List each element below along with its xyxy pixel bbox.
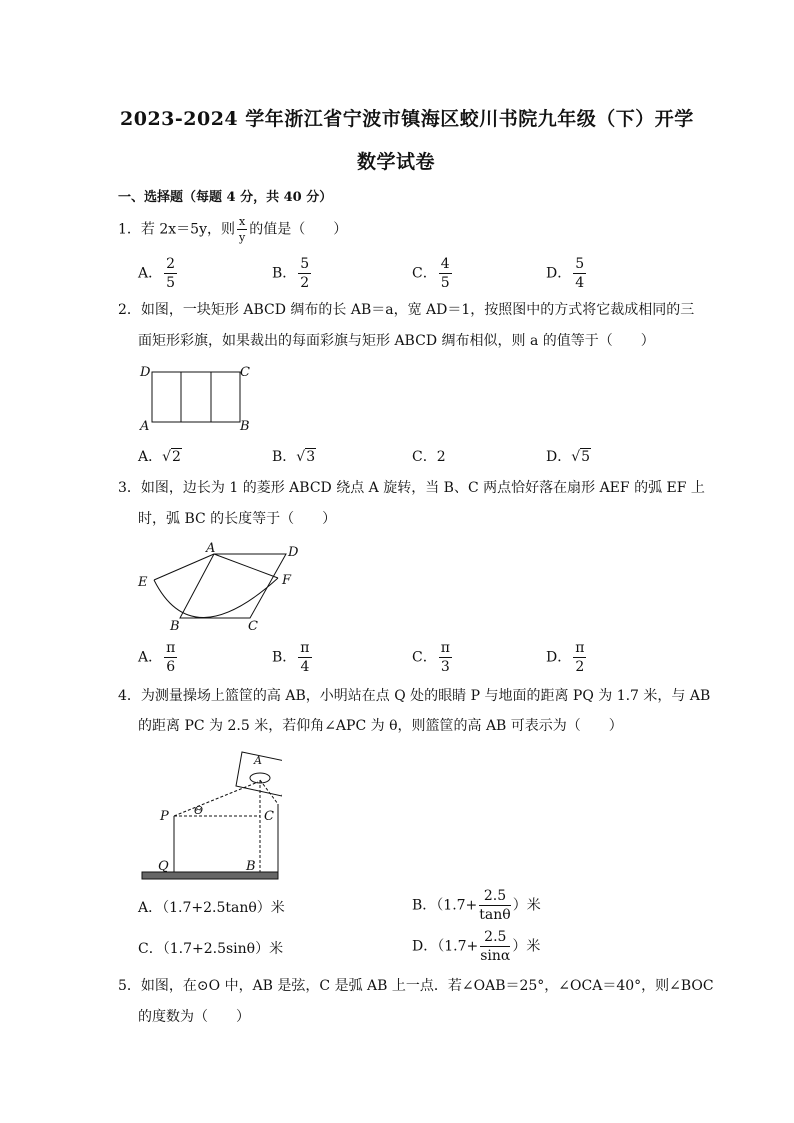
q4-label-theta: Θ — [194, 804, 204, 817]
q2-label-b: B — [240, 419, 250, 434]
q3-label-b: B — [170, 619, 180, 632]
question-2-line2: 面矩形彩旗，如果裁出的每面彩旗与矩形 ABCD 绸布相似，则 a 的值等于（ ） — [138, 333, 655, 349]
q3-label-d: D — [288, 545, 299, 560]
question-1-stem — [118, 216, 347, 243]
q1-stem-start: 1．若 2x＝5y，则 — [118, 221, 235, 238]
q3-label-a: A — [206, 541, 216, 556]
q1-stem-end: 的值是（ ） — [249, 221, 348, 238]
exam-title-line2: 数学试卷 — [357, 151, 436, 173]
q4-option-a[interactable]: A．（1.7+2.5tanθ）米 — [138, 900, 285, 916]
q3-label-e: E — [138, 575, 148, 590]
q2-label-d: D — [140, 365, 151, 380]
q3-label-f: F — [282, 573, 292, 588]
q4-option-c[interactable]: C．（1.7+2.5sinθ）米 — [138, 941, 284, 957]
question-4-line1: 4．为测量操场上篮筐的高 AB，小明站在点 Q 处的眼睛 P 与地面的距离 PQ 为 1.7 米，与 AB — [118, 688, 711, 704]
question-2-line1: 2．如图，一块矩形 ABCD 绸布的长 AB＝a，宽 AD＝1，按照图中的方式将它裁成相同的三 — [118, 302, 695, 318]
q3-rhombus-sector-figure — [132, 538, 308, 632]
q4-label-c: C — [264, 809, 274, 824]
question-4-line2: 的距离 PC 为 2.5 米，若仰角∠APC 为 θ，则篮筐的高 AB 可表示为（ ） — [138, 718, 623, 734]
q1-option-c[interactable]: C． $\frac{4}{5}$ — [412, 256, 450, 291]
exam-title-line1: 2023-2024 学年浙江省宁波市镇海区蛟川书院九年级（下）开学 — [120, 108, 694, 130]
q1-fraction — [237, 216, 247, 243]
question-5-line1: 5．如图，在⊙O 中，AB 是弦，C 是弧 AB 上一点．若∠OAB＝25°，∠OCA＝40°，则∠BOC — [118, 978, 714, 994]
question-5-line2: 的度数为（ ） — [138, 1009, 250, 1025]
q3-option-d[interactable]: D． $\frac{\pi}{2}$ — [546, 640, 585, 675]
q1-option-d[interactable]: D． $\frac{5}{4}$ — [546, 256, 585, 291]
q4-label-q: Q — [158, 859, 169, 874]
q1-frac-num: x — [238, 215, 246, 228]
q2-option-a[interactable]: A．√2 — [138, 449, 181, 465]
q1-frac-den: y — [238, 231, 246, 244]
q2-option-c[interactable]: C．2 — [412, 449, 446, 465]
q4-label-a: A — [254, 754, 262, 767]
question-3-line1: 3．如图，边长为 1 的菱形 ABCD 绕点 A 旋转，当 B、C 两点恰好落在扇形 AEF 的弧 EF 上 — [118, 480, 705, 496]
q3-option-c[interactable]: C． $\frac{\pi}{3}$ — [412, 640, 450, 675]
q2-option-d[interactable]: D．√5 — [546, 449, 591, 465]
question-3-line2: 时，弧 BC 的长度等于（ ） — [138, 511, 337, 527]
q2-option-b[interactable]: B．√3 — [272, 449, 316, 465]
q3-option-b[interactable]: B． $\frac{\pi}{4}$ — [272, 640, 310, 675]
q4-label-b: B — [246, 859, 256, 874]
q3-label-c: C — [248, 619, 258, 632]
q2-rectangle-figure — [136, 362, 266, 434]
q1-option-b[interactable]: B． $\frac{5}{2}$ — [272, 256, 310, 291]
q4-basketball-figure — [140, 744, 282, 884]
q4-option-d[interactable]: D．（1.7+ $\frac{2.5}{\sin\alpha}$ ）米 — [412, 929, 541, 964]
q1-option-a[interactable]: A． $\frac{2}{5}$ — [138, 256, 176, 291]
section-header: 一、选择题（每题 4 分，共 40 分） — [118, 190, 333, 205]
q2-label-a: A — [140, 419, 150, 434]
q4-option-b[interactable]: B．（1.7+ $\frac{2.5}{\tan\theta}$ ）米 — [412, 888, 541, 923]
q4-label-p: P — [160, 809, 169, 824]
q2-label-c: C — [240, 365, 250, 380]
q3-option-a[interactable]: A． $\frac{\pi}{6}$ — [138, 640, 176, 675]
